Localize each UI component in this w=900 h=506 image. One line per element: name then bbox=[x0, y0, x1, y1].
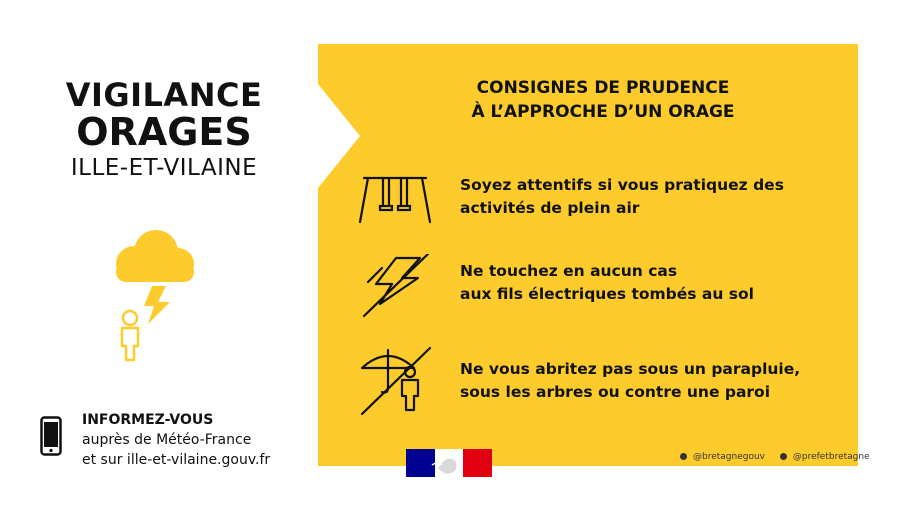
advice-line-1: Ne vous abritez pas sous un parapluie, bbox=[460, 360, 801, 378]
crossed-umbrella-icon bbox=[358, 344, 432, 420]
panel-title bbox=[418, 76, 788, 124]
title-vigilance: VIGILANCE bbox=[65, 76, 263, 114]
info-line-1: auprès de Météo-France bbox=[82, 432, 252, 448]
panel-title-line-2: À L’APPROCHE D’UN ORAGE bbox=[471, 102, 735, 122]
storm-person-icon bbox=[108, 226, 204, 370]
advice-line-2: aux fils électriques tombés au sol bbox=[460, 285, 754, 303]
advice-line-2: sous les arbres ou contre une paroi bbox=[460, 383, 771, 401]
smartphone-icon bbox=[40, 416, 62, 460]
twitter-handle-text: @bretagnegouv bbox=[693, 452, 765, 462]
title-orages: ORAGES bbox=[76, 110, 252, 154]
twitter-handle[interactable] bbox=[680, 452, 771, 462]
page-title-block bbox=[64, 78, 264, 184]
region-label: ILLE-ET-VILAINE bbox=[70, 155, 258, 181]
panel-notch bbox=[318, 84, 360, 188]
info-heading: INFORMEZ-VOUS bbox=[82, 412, 214, 428]
crossed-lightning-icon bbox=[358, 254, 432, 324]
info-line-2: et sur ille-et-vilaine.gouv.fr bbox=[82, 452, 271, 468]
facebook-handle[interactable] bbox=[780, 452, 876, 462]
advice-line-1: Ne touchez en aucun cas bbox=[460, 262, 678, 280]
facebook-icon bbox=[780, 453, 787, 460]
advice-panel bbox=[318, 44, 858, 466]
advice-line-2: activités de plein air bbox=[460, 199, 640, 217]
facebook-handle-text: @prefetbretagne bbox=[792, 452, 870, 462]
twitter-icon bbox=[680, 453, 687, 460]
republique-francaise-logo bbox=[406, 449, 492, 477]
swing-icon bbox=[358, 174, 432, 228]
panel-title-line-1: CONSIGNES DE PRUDENCE bbox=[476, 78, 730, 98]
advice-line-1: Soyez attentifs si vous pratiquez des bbox=[460, 176, 784, 194]
social-handles bbox=[680, 452, 882, 462]
